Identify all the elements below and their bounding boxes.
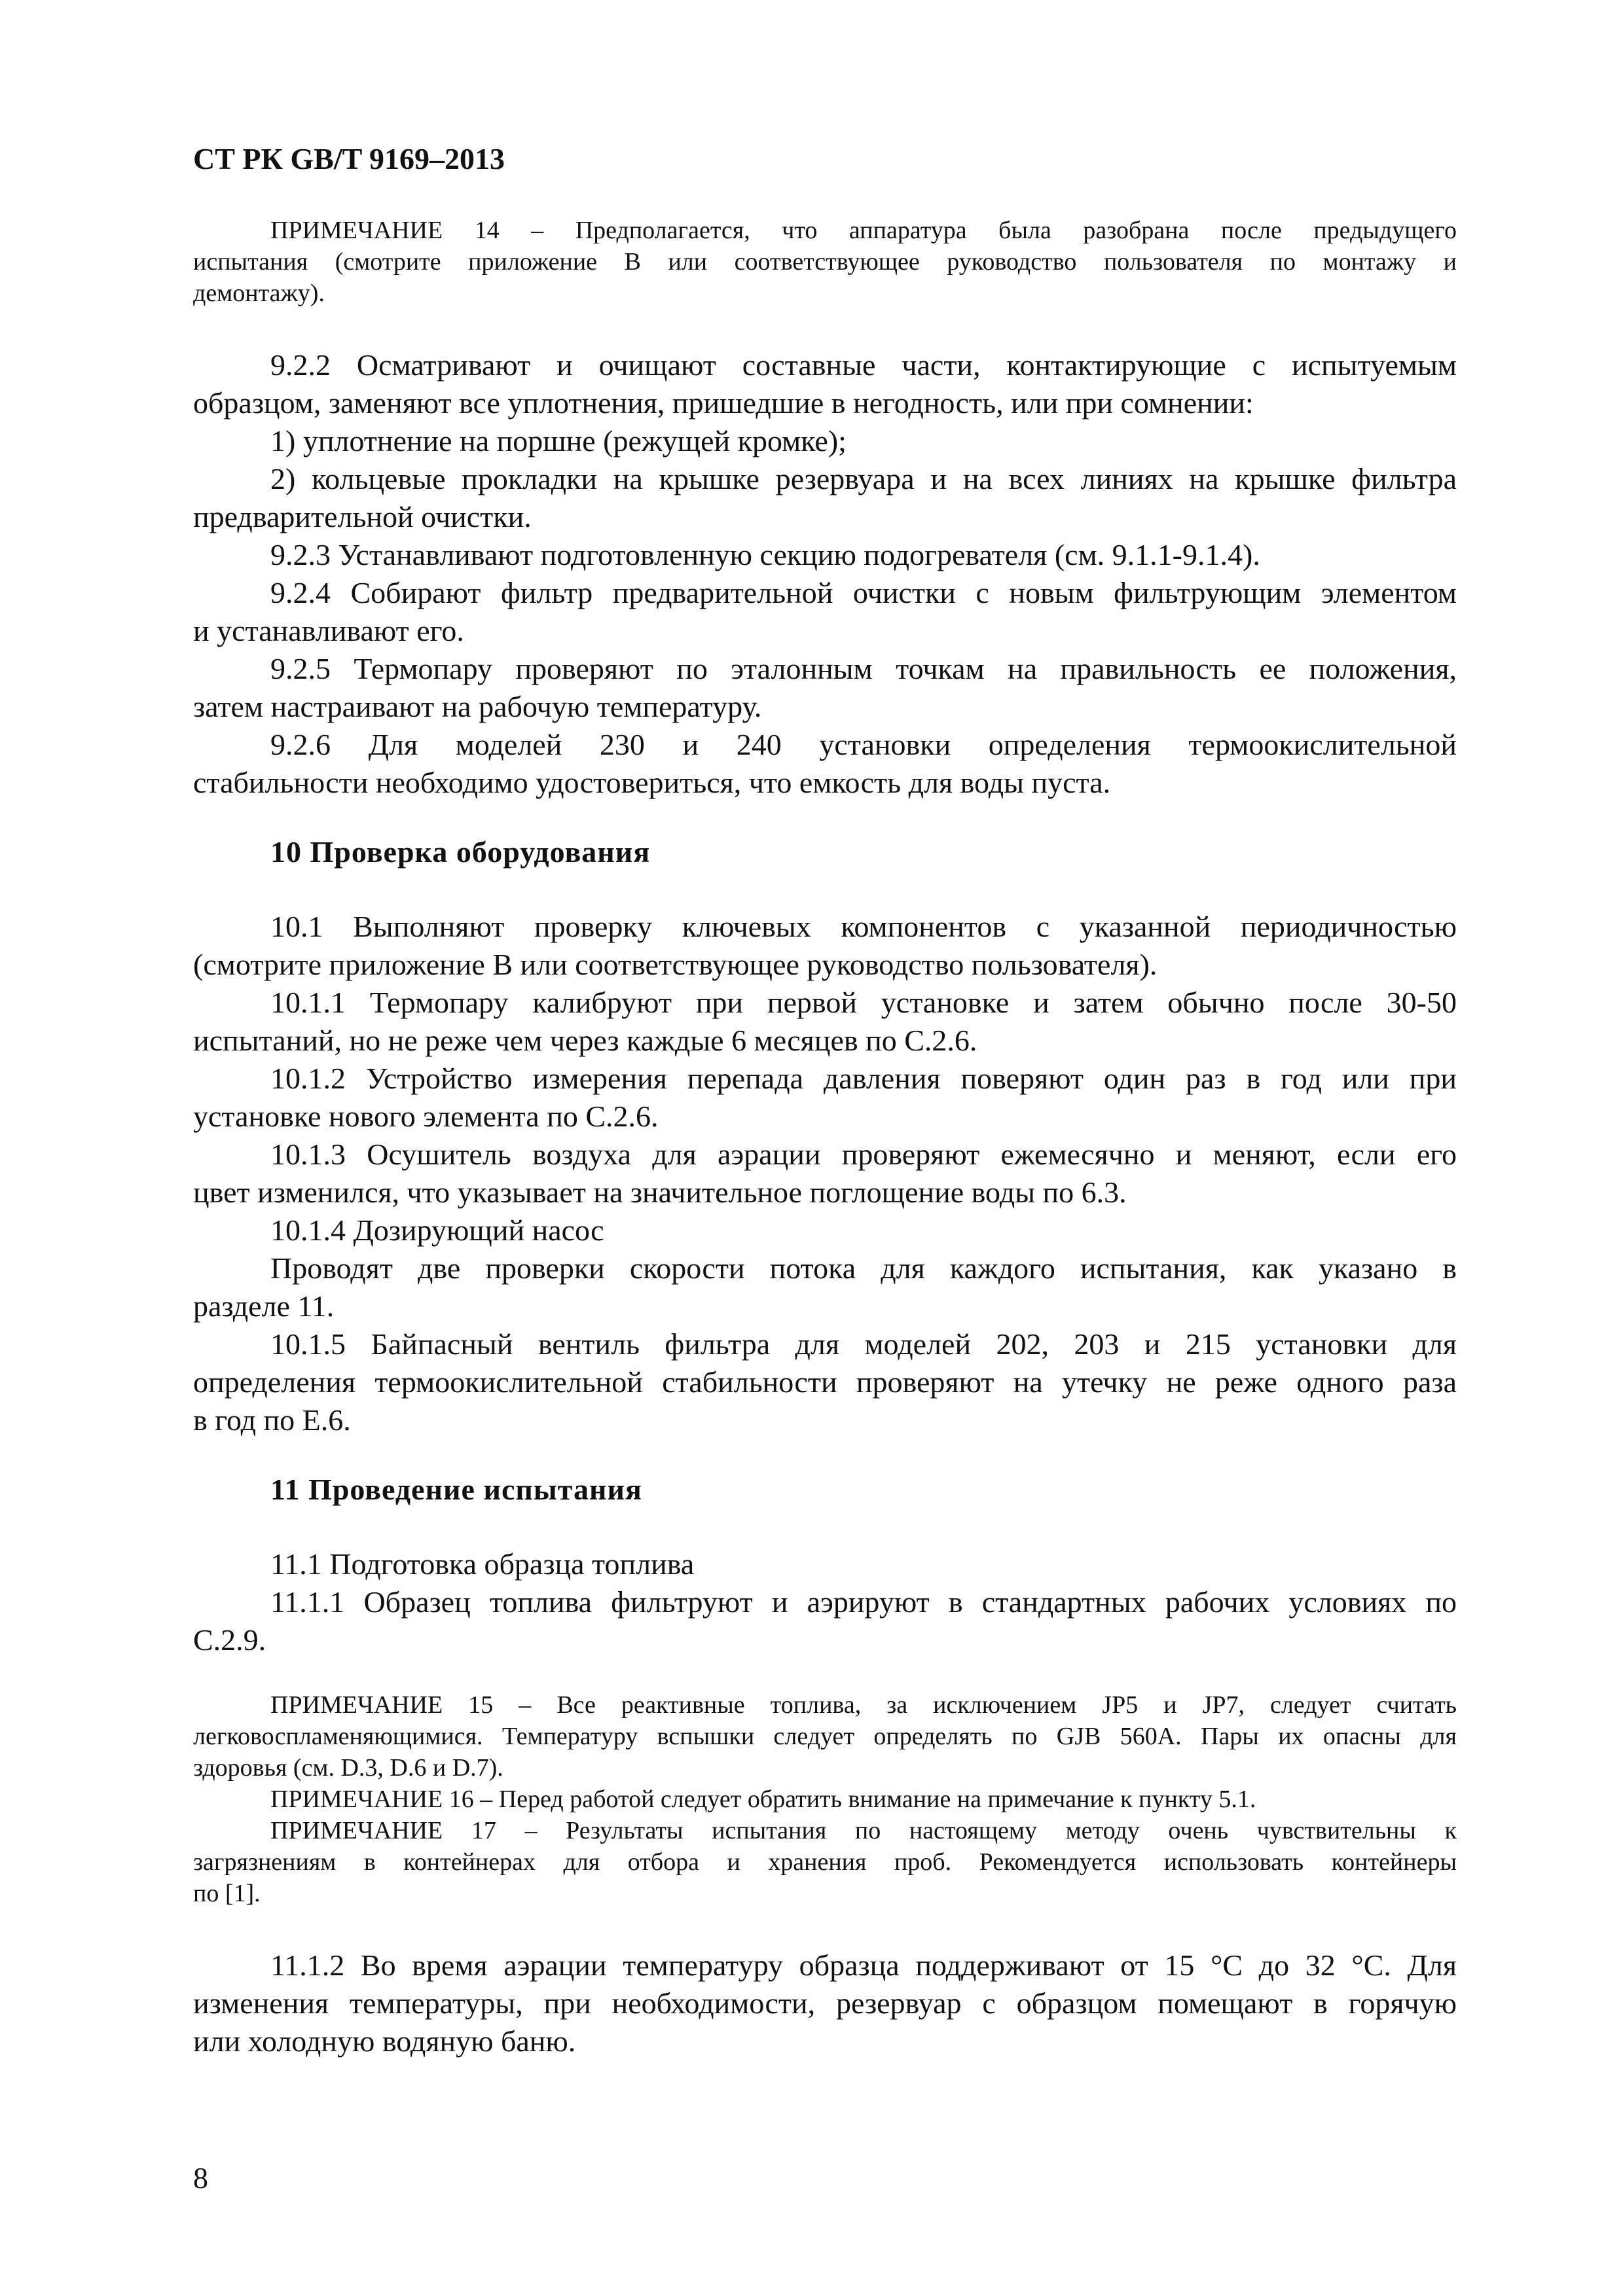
paragraph-9-2-3: 9.2.3 Устанавливают подготовленную секцию подогревателя (см. 9.1.1-9.1.4).	[270, 538, 1260, 571]
paragraph-10-1: 10.1 Выполняют проверку ключевых компонентов с указанной периодичностью	[270, 910, 1457, 943]
document-header: СТ РК GB/T 9169–2013	[193, 142, 505, 175]
note-14-line: испытания (смотрите приложение В или соответствующее руководство пользователя по монтажу и	[193, 248, 1457, 276]
paragraph-9-2-2: 9.2.2 Осматривают и очищают составные части, контактирующие с испытуемым	[270, 348, 1457, 382]
paragraph-10-1-3: 10.1.3 Осушитель воздуха для аэрации проверяют ежемесячно и меняют, если его	[270, 1138, 1457, 1171]
note-15-line: здоровья (см. D.3, D.6 и D.7).	[193, 1754, 503, 1782]
list-item-2: 2) кольцевые прокладки на крышке резервуара и на всех линиях на крышке фильтра	[270, 462, 1457, 495]
paragraph-9-2-6: стабильности необходимо удостовериться, что емкость для воды пуста.	[193, 766, 1111, 799]
paragraph-10-1-3: цвет изменился, что указывает на значительное поглощение воды по 6.3.	[193, 1175, 1127, 1209]
section-11-heading: 11 Проведение испытания	[270, 1473, 642, 1506]
paragraph-9-2-6: 9.2.6 Для моделей 230 и 240 установки определения термоокислительной	[270, 728, 1457, 761]
paragraph-10-1-5: в год по Е.6.	[193, 1403, 351, 1437]
list-item-2: предварительной очистки.	[193, 500, 532, 533]
paragraph-11-1-2: 11.1.2 Во время аэрации температуру образца поддерживают от 15 °С до 32 °С. Для	[270, 1948, 1457, 1982]
paragraph-11-1-2: изменения температуры, при необходимости, резервуар с образцом помещают в горячую	[193, 1986, 1457, 2020]
note-16-line: ПРИМЕЧАНИЕ 16 – Перед работой следует обратить внимание на примечание к пункту 5.1.	[270, 1785, 1256, 1813]
paragraph-11-1-1: 11.1.1 Образец топлива фильтруют и аэрируют в стандартных рабочих условиях по	[270, 1585, 1457, 1619]
note-17-line: загрязнениям в контейнерах для отбора и хранения проб. Рекомендуется использовать контейнеры	[193, 1848, 1457, 1876]
paragraph-11-1-2: или холодную водяную баню.	[193, 2024, 576, 2058]
list-item-1: 1) уплотнение на поршне (режущей кромке);	[270, 424, 847, 457]
paragraph-9-2-4: 9.2.4 Собирают фильтр предварительной очистки с новым фильтрующим элементом	[270, 576, 1457, 609]
note-17-line: по [1].	[193, 1880, 261, 1907]
note-14-line: демонтажу).	[193, 279, 325, 307]
paragraph-9-2-5: 9.2.5 Термопару проверяют по эталонным точкам на правильность ее положения,	[270, 652, 1457, 685]
paragraph-10-1-5: 10.1.5 Байпасный вентиль фильтра для моделей 202, 203 и 215 установки для	[270, 1327, 1457, 1361]
paragraph-flow-checks: разделе 11.	[193, 1289, 335, 1323]
paragraph-9-2-4: и устанавливают его.	[193, 614, 464, 647]
section-10-heading: 10 Проверка оборудования	[270, 835, 651, 869]
paragraph-10-1-5: определения термоокислительной стабильности проверяют на утечку не реже одного раза	[193, 1365, 1457, 1399]
paragraph-11-1: 11.1 Подготовка образца топлива	[270, 1547, 695, 1581]
paragraph-10-1-1: 10.1.1 Термопару калибруют при первой установке и затем обычно после 30-50	[270, 986, 1457, 1019]
paragraph-11-1-1: С.2.9.	[193, 1623, 266, 1657]
note-17-line: ПРИМЕЧАНИЕ 17 – Результаты испытания по настоящему методу очень чувствительны к	[270, 1817, 1457, 1844]
paragraph-10-1-2: 10.1.2 Устройство измерения перепада давления поверяют один раз в год или при	[270, 1062, 1457, 1095]
note-15-line: легковоспламеняющимися. Температуру вспышки следует определять по GJB 560A. Пары их опасны для	[193, 1723, 1457, 1750]
paragraph-10-1: (смотрите приложение В или соответствующее руководство пользователя).	[193, 948, 1158, 981]
paragraph-10-1-2: установке нового элемента по С.2.6.	[193, 1100, 659, 1133]
paragraph-9-2-2: образцом, заменяют все уплотнения, пришедшие в негодность, или при сомнении:	[193, 386, 1254, 420]
paragraph-10-1-4: 10.1.4 Дозирующий насос	[270, 1213, 604, 1247]
page-number: 8	[193, 2161, 208, 2195]
note-15-line: ПРИМЕЧАНИЕ 15 – Все реактивные топлива, за исключением JP5 и JP7, следует считать	[270, 1691, 1457, 1719]
note-14-line: ПРИМЕЧАНИЕ 14 – Предполагается, что аппаратура была разобрана после предыдущего	[270, 217, 1457, 244]
paragraph-flow-checks: Проводят две проверки скорости потока для каждого испытания, как указано в	[270, 1251, 1457, 1285]
paragraph-9-2-5: затем настраивают на рабочую температуру.	[193, 690, 762, 723]
paragraph-10-1-1: испытаний, но не реже чем через каждые 6 месяцев по С.2.6.	[193, 1024, 977, 1057]
